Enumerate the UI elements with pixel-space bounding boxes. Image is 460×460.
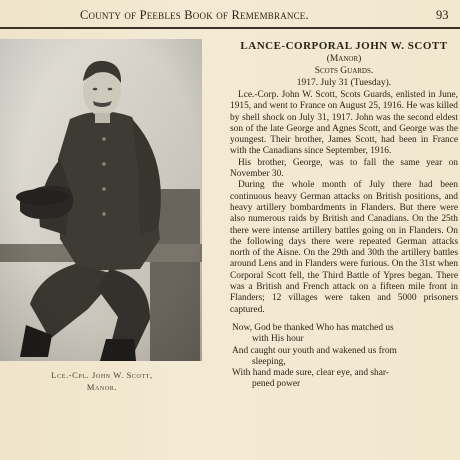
memorial-entry xyxy=(230,40,458,391)
poem-line: with His hour xyxy=(252,334,304,345)
poem-line: sleeping, xyxy=(252,356,286,367)
page-number: 93 xyxy=(436,8,449,22)
entry-paragraph: His brother, George, was to fall the same year on November 30. xyxy=(230,157,458,180)
entry-paragraph: During the whole month of July there had been continuous heavy German attacks on British positions, and heavy artillery bombardments in Flanders. But there were also numerous raids by British and Canadians. On the 25th there were intense artillery battles going on in Flanders. On the following days there were repeated German attacks north of the Aisne. On the 29th and 30th the artillery battles around Lens and in Flanders were furious. On the 31st when Corporal Scott fell, the Third Battle of Ypres began. There was a British and French attack on a fifteen mile front in Flanders; 12 villages were taken and 5000 prisoners captured. xyxy=(230,180,458,315)
poem-line: pened power xyxy=(252,379,301,390)
entry-regiment: Scots Guards. xyxy=(314,66,374,76)
poem-excerpt xyxy=(230,323,458,391)
poem-line: And caught our youth and wakened us from xyxy=(232,345,397,356)
photo-caption-name: Lce.-Cpl. John W. Scott, xyxy=(51,370,153,380)
photo-caption-place: Manor. xyxy=(86,382,118,392)
entry-place: (Manor) xyxy=(326,54,362,64)
header-rule xyxy=(0,27,460,29)
poem-line: Now, God be thanked Who has matched us xyxy=(232,322,394,333)
running-header: County of Peebles Book of Remembrance. xyxy=(80,8,309,22)
soldier-portrait-photo xyxy=(0,39,202,361)
entry-body xyxy=(230,90,458,316)
entry-date: 1917. July 31 (Tuesday). xyxy=(296,78,392,88)
entry-paragraph: Lce.-Corp. John W. Scott, Scots Guards, enlisted in June, 1915, and went to France on August 25, 1916. He was killed by shell shock on July 31, 1917. John was the second eldest son of the late George and Agnes Scott, and George was the youngest. Their brother, James Scott, had been in France with the Canadians since September, 1916. xyxy=(230,90,458,157)
poem-line: With hand made sure, clear eye, and shar- xyxy=(232,368,389,379)
portrait-illustration xyxy=(0,39,202,361)
entry-title: LANCE-CORPORAL JOHN W. SCOTT xyxy=(240,40,448,52)
